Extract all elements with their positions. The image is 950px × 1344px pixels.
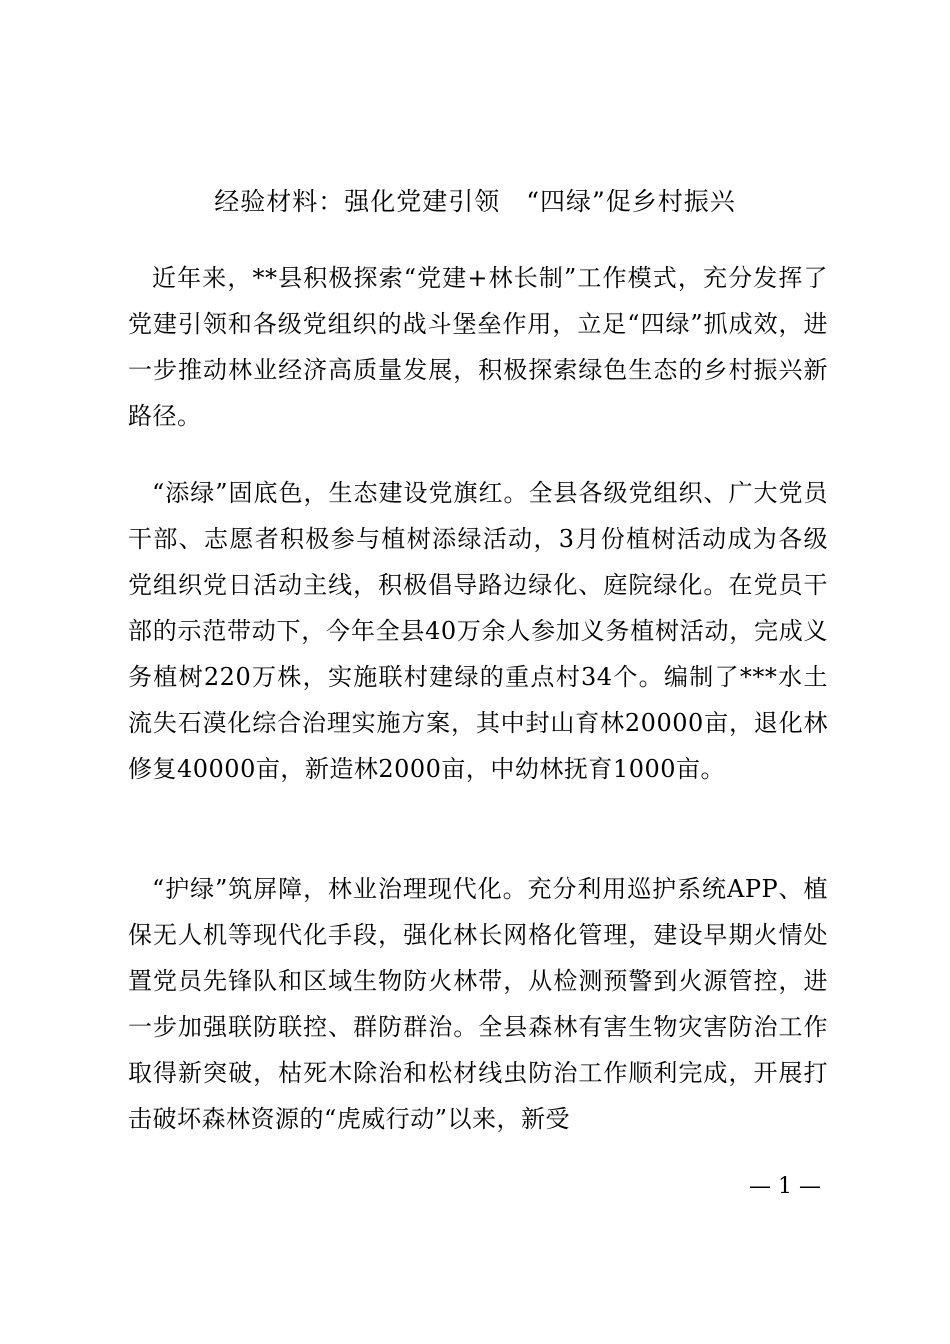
document-title: 经验材料：强化党建引领 “四绿”促乡村振兴 — [214, 187, 736, 216]
paragraph-add-green: “添绿”固底色，生态建设党旗红。全县各级党组织、广大党员干部、志愿者积极参与植树添绿活动，3月份植树活动成为各级党组织党日活动主线，积极倡导路边绿化、庭院绿化。在党员干部的示范带动下，今年全县40万余人参加义务植树活动，完成义务植树220万株，实施联村建绿的重点村34个。编制了***水土流失石漠化综合治理实施方案，其中封山育林20000亩，退化林修复40000亩，新造林2000亩，中幼林抚育1000亩。 — [128, 479, 828, 783]
paragraph-intro: 近年来，**县积极探索“党建+林长制”工作模式，充分发挥了党建引领和各级党组织的战斗堡垒作用，立足“四绿”抓成效，进一步推动林业经济高质量发展，积极探索绿色生态的乡村振兴新路径。 — [128, 264, 828, 430]
page-number: — 1 — — [749, 1174, 821, 1199]
paragraph-protect-green: “护绿”筑屏障，林业治理现代化。充分利用巡护系统APP、植保无人机等现代化手段，强化林长网格化管理，建设早期火情处置党员先锋队和区域生物防火林带，从检测预警到火源管控，进一步加强联防联控、群防群治。全县森林有害生物灾害防治工作取得新突破，枯死木除治和松材线虫防治工作顺利完成，开展打击破坏森林资源的“虎威行动”以来，新受 — [128, 875, 828, 1133]
